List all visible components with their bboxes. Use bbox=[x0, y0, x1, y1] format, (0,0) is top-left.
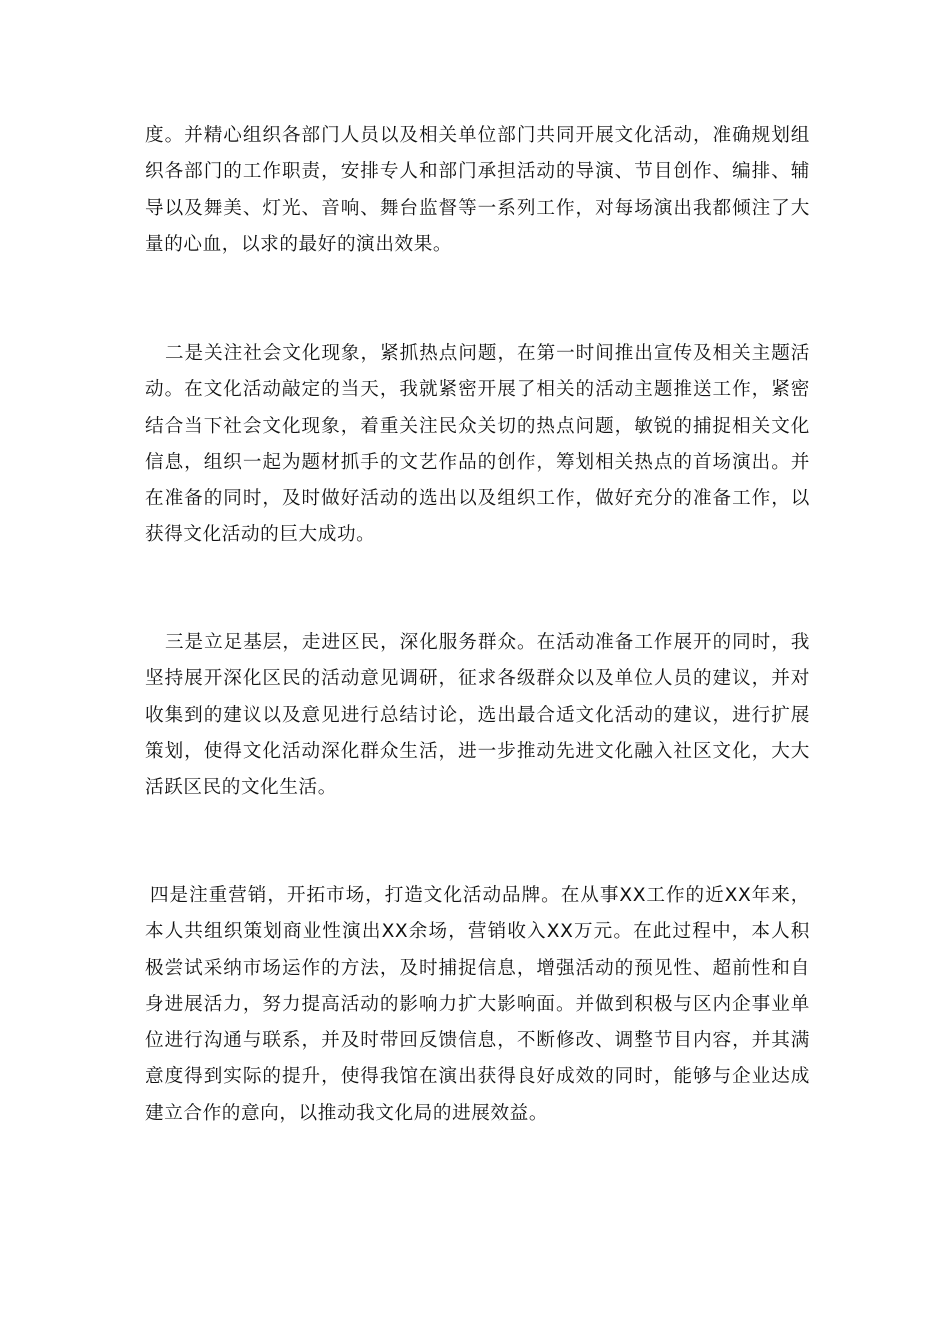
paragraph-point-two: 二是关注社会文化现象，紧抓热点问题，在第一时间推出宣传及相关主题活动。在文化活动敲定的当天，我就紧密开展了相关的活动主题推送工作，紧密结合当下社会文化现象，着重关注民众关切的热点问题，敏锐的捕捉相关文化信息，组织一起为题材抓手的文艺作品的创作，筹划相关热点的首场演出。并在准备的同时，及时做好活动的选出以及组织工作，做好充分的准备工作，以获得文化活动的巨大成功。 bbox=[145, 343, 810, 546]
paragraph-point-three: 三是立足基层，走进区民，深化服务群众。在活动准备工作展开的同时，我坚持展开深化区民的活动意见调研，征求各级群众以及单位人员的建议，并对收集到的建议以及意见进行总结讨论，选出最合适文化活动的建议，进行扩展策划，使得文化活动深化群众生活，进一步推动先进文化融入社区文化，大大活跃区民的文化生活。 bbox=[145, 632, 810, 799]
paragraph-continuation: 度。并精心组织各部门人员以及相关单位部门共同开展文化活动，准确规划组织各部门的工作职责，安排专人和部门承担活动的导演、节目创作、编排、辅导以及舞美、灯光、音响、舞台监督等一系列工作，对每场演出我都倾注了大量的心血，以求的最好的演出效果。 bbox=[145, 125, 810, 255]
paragraph-point-four: 四是注重营销，开拓市场，打造文化活动品牌。在从事XX工作的近XX年来，本人共组织策划商业性演出XX余场，营销收入XX万元。在此过程中，本人积极尝试采纳市场运作的方法，及时捕捉信息，增强活动的预见性、超前性和自身进展活力，努力提高活动的影响力扩大影响面。并做到积极与区内企事业单位进行沟通与联系，并及时带回反馈信息，不断修改、调整节目内容，并其满意度得到实际的提升，使得我馆在演出获得良好成效的同时，能够与企业达成建立合作的意向，以推动我文化局的进展效益。 bbox=[145, 885, 810, 1124]
